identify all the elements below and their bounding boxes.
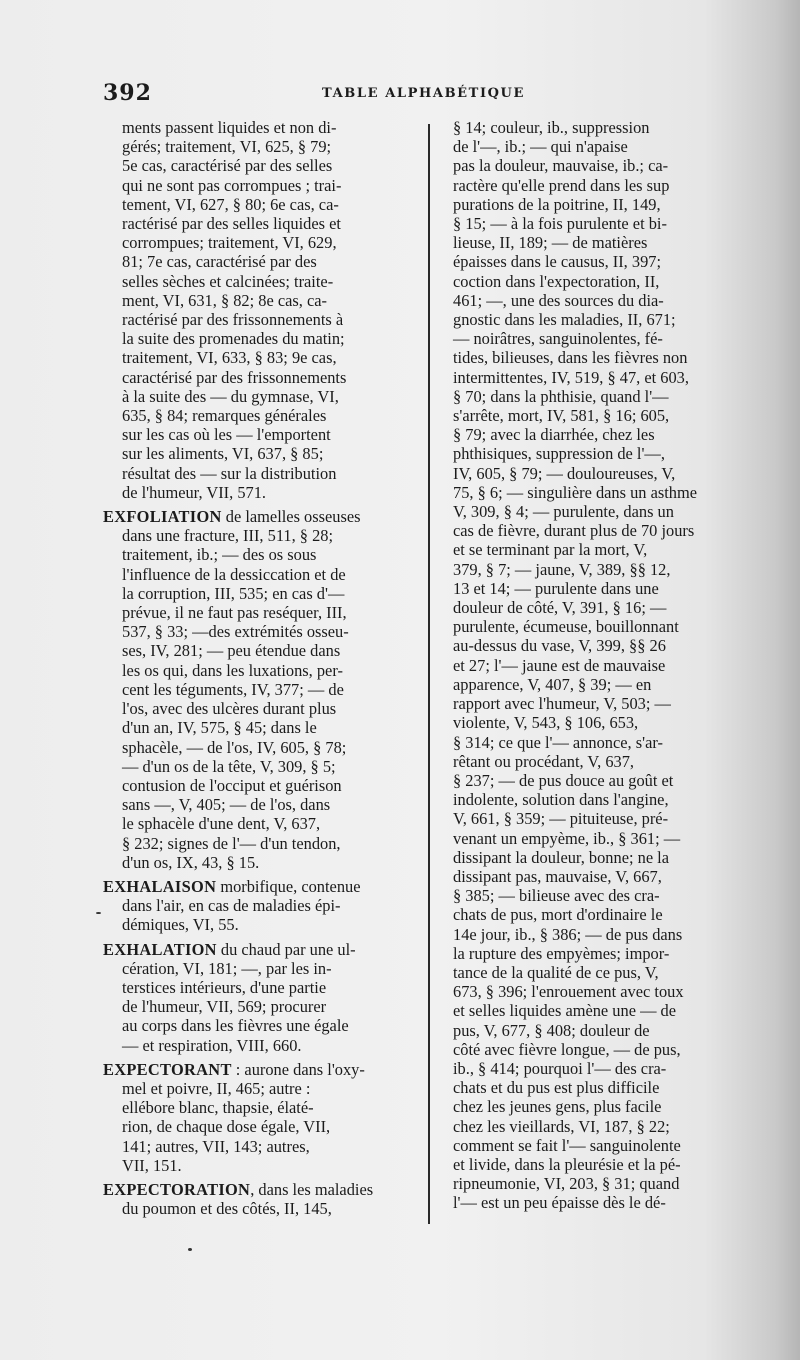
text-line: 5e cas, caractérisé par des selles — [122, 156, 333, 176]
text-line: le sphacèle d'une dent, V, 637, — [122, 814, 321, 834]
text-line: démiques, VI, 55. — [122, 915, 239, 935]
text-line: § 314; ce que l'— annonce, s'ar- — [453, 732, 663, 752]
index-entry — [103, 940, 415, 1055]
text-line: comment se fait l'— sanguinolente — [453, 1135, 681, 1155]
text-line: § 79; avec la diarrhée, chez les — [453, 425, 655, 445]
text-line: et se terminant par la mort, V, — [453, 540, 648, 560]
text-line: d'un os, IX, 43, § 15. — [122, 852, 260, 872]
text-line: et livide, dans la pleurésie et la pé- — [453, 1154, 681, 1174]
text-line: § 232; signes de l'— d'un tendon, — [122, 833, 341, 853]
left-column — [103, 118, 415, 1223]
index-entry — [103, 1180, 415, 1218]
text-line: sur les cas où les — l'emportent — [122, 425, 331, 445]
text-line: prévue, il ne faut pas reséquer, III, — [122, 603, 347, 623]
text-line: 14e jour, ib., § 386; — de pus dans — [453, 924, 683, 944]
entry-first-line — [103, 507, 415, 526]
text-line: douleur de côté, V, 391, § 16; — — [453, 598, 667, 618]
text-line: — et respiration, VIII, 660. — [122, 1035, 302, 1055]
entry-headword: EXFOLIATION — [103, 507, 222, 527]
entry-first-text: : aurone dans l'oxy- — [231, 1059, 365, 1079]
text-line: phthisiques, suppression de l'—, — [453, 444, 665, 464]
text-line: 13 et 14; — purulente dans une — [453, 578, 659, 598]
text-line: l'os, avec des ulcères durant plus — [122, 699, 337, 719]
text-line: ment, VI, 631, § 82; 8e cas, ca- — [122, 290, 327, 310]
text-line: s'arrête, mort, IV, 581, § 16; 605, — [453, 406, 670, 426]
text-line: tides, bilieuses, dans les fièvres non — [453, 348, 688, 368]
text-line: l'influence de la dessiccation et de — [122, 564, 346, 584]
text-line: chats et du pus est plus difficile — [453, 1078, 660, 1098]
entry-headword: EXPECTORATION — [103, 1179, 251, 1199]
entry-first-line — [103, 1180, 415, 1199]
text-line: intermittentes, IV, 519, § 47, et 603, — [453, 367, 689, 387]
text-line: § 237; — de pus douce au goût et — [453, 770, 674, 790]
text-line: traitement, VI, 633, § 83; 9e cas, — [122, 348, 337, 368]
text-line: ses, IV, 281; — peu étendue dans — [122, 641, 341, 661]
right-column — [453, 118, 747, 1213]
entry-first-line — [103, 1060, 415, 1079]
text-line: la suite des promenades du matin; — [122, 329, 345, 349]
text-line: coction dans l'expectoration, II, — [453, 271, 660, 291]
text-line: tance de la qualité de ce pus, V, — [453, 962, 659, 982]
text-line: de l'—, ib.; — qui n'apaise — [453, 137, 628, 157]
text-line: dans une fracture, III, 511, § 28; — [122, 526, 334, 546]
text-line: dissipant la douleur, bonne; ne la — [453, 847, 670, 867]
text-line: § 385; — bilieuse avec des cra- — [453, 886, 660, 906]
text-line: cent les téguments, IV, 377; — de — [122, 679, 344, 699]
text-line: ellébore blanc, thapsie, élaté- — [122, 1098, 314, 1118]
text-line: chez les vieillards, VI, 187, § 22; — [453, 1116, 670, 1136]
text-line: 141; autres, VII, 143; autres, — [122, 1136, 310, 1156]
entry-headword: EXHALAISON — [103, 876, 217, 896]
text-line: pus, V, 677, § 408; douleur de — [453, 1020, 650, 1040]
text-line: caractérisé par des frissonnements — [122, 367, 347, 387]
text-line: à la suite des — du gymnase, VI, — [122, 386, 339, 406]
ink-speck — [96, 912, 101, 914]
text-line: sphacèle, — de l'os, IV, 605, § 78; — [122, 737, 347, 757]
text-line: qui ne sont pas corrompues ; trai- — [122, 175, 342, 195]
entry-first-text: du chaud par une ul- — [216, 939, 356, 959]
text-line: gérés; traitement, VI, 625, § 79; — [122, 137, 332, 157]
text-line: traitement, ib.; — des os sous — [122, 545, 317, 565]
text-line: au corps dans les fièvres une égale — [122, 1016, 349, 1036]
text-line: de l'humeur, VII, 571. — [122, 482, 267, 502]
text-line: rion, de chaque dose égale, VII, — [122, 1117, 331, 1137]
index-entry — [103, 507, 415, 872]
text-line: tement, VI, 627, § 80; 6e cas, ca- — [122, 194, 339, 214]
text-line: d'un an, IV, 575, § 45; dans le — [122, 718, 317, 738]
text-line: sur les aliments, VI, 637, § 85; — [122, 444, 324, 464]
text-line: sans —, V, 405; — de l'os, dans — [122, 795, 331, 815]
column-divider — [428, 124, 430, 1224]
text-line: 673, § 396; l'enrouement avec toux — [453, 982, 684, 1002]
text-line: 75, § 6; — singulière dans un asthme — [453, 482, 698, 502]
text-line: — noirâtres, sanguinolentes, fé- — [453, 329, 663, 349]
text-line: selles sèches et calcinées; traite- — [122, 271, 334, 291]
text-line: résultat des — sur la distribution — [122, 463, 337, 483]
text-line: et selles liquides amène une — de — [453, 1001, 677, 1021]
page-header — [0, 80, 800, 108]
text-line: § 70; dans la phthisie, quand l'— — [453, 386, 669, 406]
text-line: § 15; — à la fois purulente et bi- — [453, 214, 667, 234]
text-line: cas de fièvre, durant plus de 70 jours — [453, 521, 695, 541]
text-line: cération, VI, 181; —, par les in- — [122, 958, 332, 978]
text-line: chez les jeunes gens, plus facile — [453, 1097, 662, 1117]
text-line: V, 309, § 4; — purulente, dans un — [453, 502, 674, 522]
entry-first-line — [103, 877, 415, 896]
text-line: et 27; l'— jaune est de mauvaise — [453, 655, 666, 675]
text-line: rapport avec l'humeur, V, 503; — — [453, 694, 671, 714]
text-line: mel et poivre, II, 465; autre : — [122, 1078, 311, 1098]
text-line: côté avec fièvre longue, — de pus, — [453, 1039, 681, 1059]
text-line: les os qui, dans les luxations, per- — [122, 660, 343, 680]
text-line: ib., § 414; pourquoi l'— des cra- — [453, 1058, 667, 1078]
text-line: 81; 7e cas, caractérisé par des — [122, 252, 317, 272]
text-line: 635, § 84; remarques générales — [122, 406, 327, 426]
text-line: — d'un os de la tête, V, 309, § 5; — [122, 756, 336, 776]
text-line: ments passent liquides et non di- — [122, 118, 337, 137]
text-line: chats de pus, mort d'ordinaire le — [453, 905, 663, 925]
continued-entry — [103, 118, 415, 502]
text-line: 379, § 7; — jaune, V, 389, §§ 12, — [453, 559, 671, 579]
text-line: 537, § 33; —des extrémités osseu- — [122, 622, 349, 642]
text-line: lieuse, II, 189; — de matières — [453, 233, 648, 253]
text-line: § 14; couleur, ib., suppression — [453, 118, 650, 137]
text-line: ripneumonie, VI, 203, § 31; quand — [453, 1174, 680, 1194]
text-line: corrompues; traitement, VI, 629, — [122, 233, 337, 253]
entry-first-text: morbifique, contenue — [216, 876, 361, 896]
text-line: la rupture des empyèmes; impor- — [453, 943, 670, 963]
text-line: dans l'air, en cas de maladies épi- — [122, 896, 341, 916]
text-line: dissipant pas, mauvaise, V, 667, — [453, 866, 662, 886]
text-line: rêtant ou procédant, V, 637, — [453, 751, 635, 771]
entry-headword: EXPECTORANT — [103, 1059, 232, 1079]
text-line: l'— est un peu épaisse dès le dé- — [453, 1193, 666, 1213]
text-line: VII, 151. — [122, 1155, 182, 1175]
entry-first-line — [103, 940, 415, 959]
running-title: TABLE ALPHABÉTIQUE — [322, 86, 526, 101]
text-line: ractérisé par des selles liquides et — [122, 214, 341, 234]
text-line: terstices intérieurs, d'une partie — [122, 977, 327, 997]
text-line: gnostic dans les maladies, II, 671; — [453, 310, 676, 330]
text-line: du poumon et des côtés, II, 145, — [122, 1199, 332, 1219]
text-line: purations de la poitrine, II, 149, — [453, 194, 661, 214]
text-line: IV, 605, § 79; — douloureuses, V, — [453, 463, 676, 483]
text-line: indolente, solution dans l'angine, — [453, 790, 669, 810]
text-line: ractérisé par des frissonnements à — [122, 310, 344, 330]
entry-first-text: , dans les maladies — [250, 1179, 374, 1199]
text-line: violente, V, 543, § 106, 653, — [453, 713, 639, 733]
text-line: épaisses dans le causus, II, 397; — [453, 252, 662, 272]
index-entry — [103, 1060, 415, 1175]
text-line: au-dessus du vase, V, 399, §§ 26 — [453, 636, 666, 656]
text-line: contusion de l'occiput et guérison — [122, 775, 342, 795]
text-line: 461; —, une des sources du dia- — [453, 290, 664, 310]
entry-headword: EXHALATION — [103, 939, 217, 959]
text-line: purulente, écumeuse, bouillonnant — [453, 617, 679, 637]
index-entry — [103, 877, 415, 935]
ink-speck — [188, 1248, 192, 1251]
text-line: ractère qu'elle prend dans les sup — [453, 175, 670, 195]
page-number: 392 — [103, 80, 152, 106]
entry-first-text: de lamelles osseuses — [221, 507, 361, 527]
text-line: de l'humeur, VII, 569; procurer — [122, 997, 327, 1017]
text-line: la corruption, III, 535; en cas d'— — [122, 583, 345, 603]
text-line: V, 661, § 359; — pituiteuse, pré- — [453, 809, 669, 829]
text-line: apparence, V, 407, § 39; — en — [453, 674, 652, 694]
text-line: venant un empyème, ib., § 361; — — [453, 828, 681, 848]
text-line: pas la douleur, mauvaise, ib.; ca- — [453, 156, 669, 176]
